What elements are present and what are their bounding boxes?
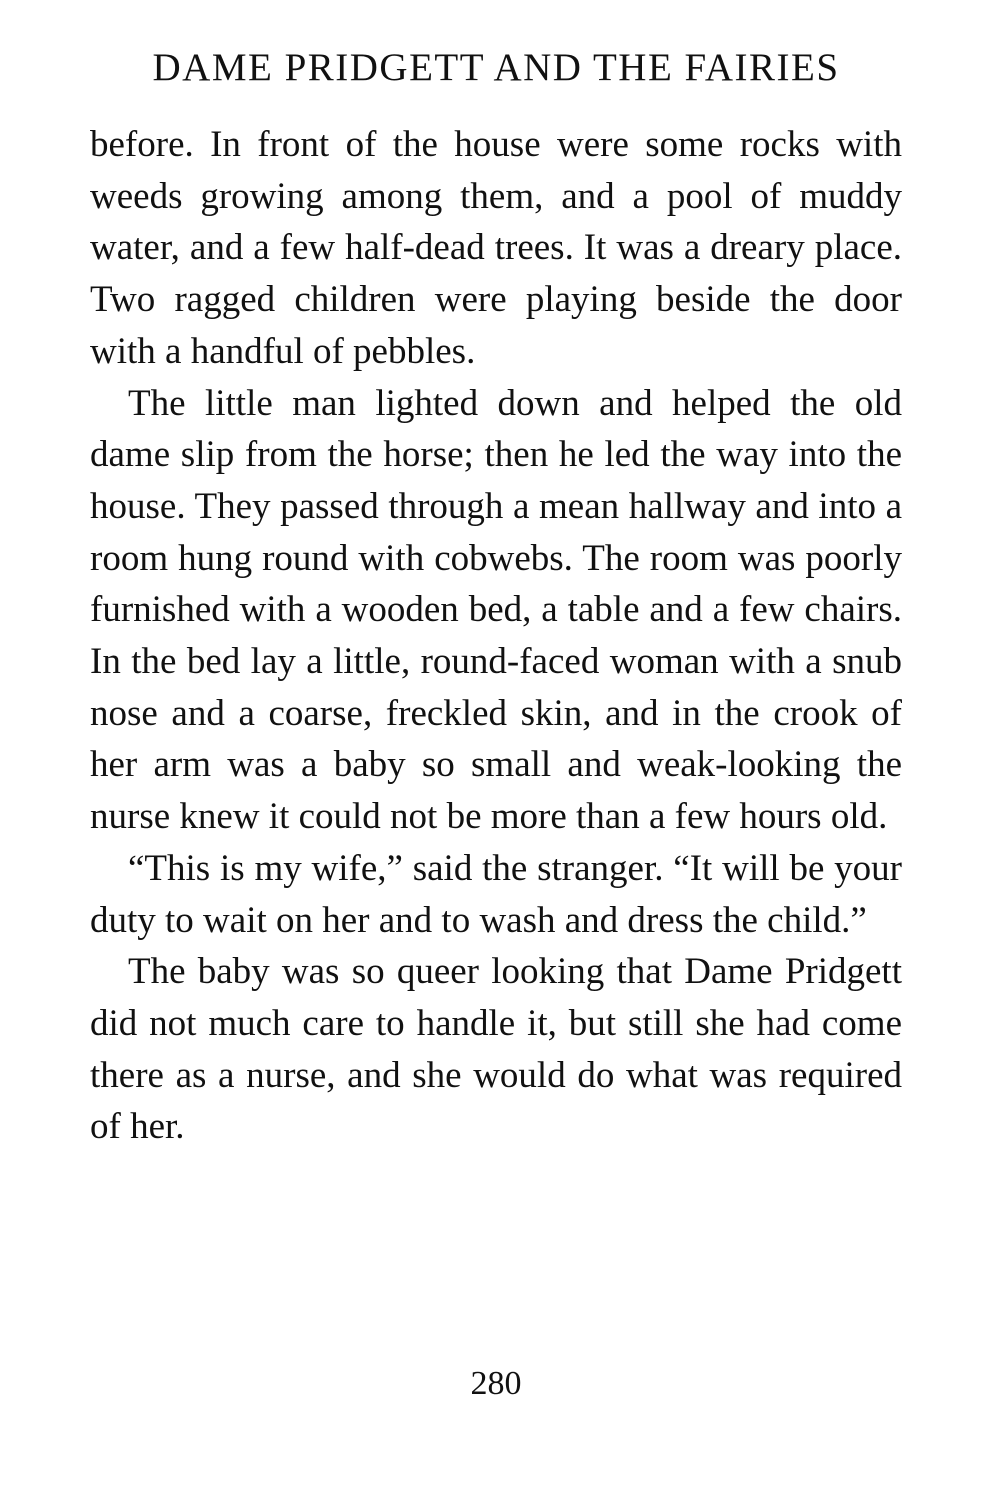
running-head: DAME PRIDGETT AND THE FAIRIES [152, 46, 840, 89]
paragraph-queer-baby: The baby was so queer looking that Dame Pridgett did not much care to handle it, but still she had come there as a nurse, and she would do what was required of her. [90, 951, 902, 1148]
paragraph-continued: before. In front of the house were some rocks with weeds growing among them, and a pool of muddy water, and a few half-dead trees. It was a dreary place. Two ragged children were playing beside the door with a handful of pebbles. [90, 124, 902, 372]
paragraph-arrival: The little man lighted down and helped the old dame slip from the horse; then he led the way into the house. They passed through a mean hallway and into a room hung round with cobwebs. The room was poorly furnished with a wooden bed, a table and a few chairs. In the bed lay a little, round-faced woman with a snub nose and a coarse, freckled skin, and in the crook of her arm was a baby so small and weak-looking the nurse knew it could not be more than a few hours old. [90, 382, 902, 838]
page-number: 280 [470, 1365, 522, 1402]
paragraph-stranger-speech: “This is my wife,” said the stranger. “It will be your duty to wait on her and to wash and dress the child.” [90, 847, 902, 941]
book-page [90, 0, 902, 1509]
body-text [90, 119, 902, 1153]
